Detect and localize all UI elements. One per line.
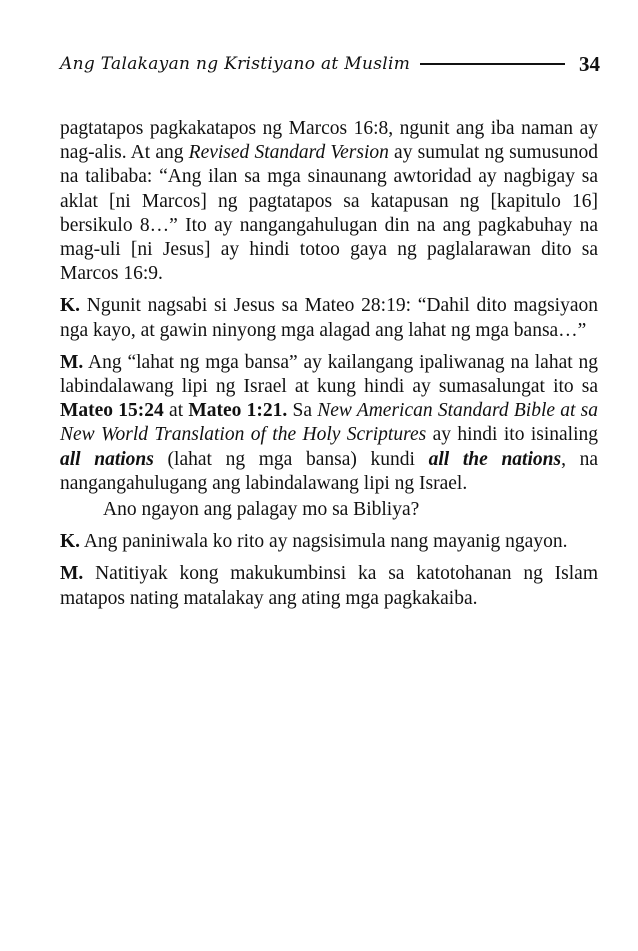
speaker-label-k: K. — [60, 295, 81, 317]
paragraph-text: ay sumulat ng sumusunod na talibaba: “Ang ilan sa mga sinaunang awtoridad ay nagbigay sa aklat [ni Marcos] ng pagtatapos sa katapusan ng [kapitulo 16] bersikulo 8…” Ito ay nangangahulugan din na ang pagkabuhay na mag-uli [ni Jesus] ay hindi totoo gaya ng paglalarawan dito sa Marcos 16:9. — [60, 142, 599, 285]
dialogue-text: Ngunit nagsabi si Jesus sa Mateo 28:19: “Dahil dito magsiyaon nga kayo, at gawin ninyong mga alagad ang lahat ng mga bansa…” — [60, 295, 598, 341]
dialogue-m-question — [60, 498, 598, 522]
running-header-title: Ang Talakayan ng Kristiyano at Muslim — [60, 54, 411, 74]
dialogue-text: Natitiyak kong makukumbinsi ka sa katotohanan ng Islam matapos nating matalakay ang ating mga pagkakaiba. — [60, 563, 598, 609]
header-rule — [420, 63, 565, 65]
dialogue-text: (lahat ng mga bansa) kundi — [153, 448, 429, 470]
speaker-label-m: M. — [60, 351, 84, 373]
verse-reference: Mateo 1:21. — [188, 400, 288, 422]
page-number: 34 — [579, 51, 600, 76]
dialogue-text: ay hindi ito isinaling — [426, 424, 598, 446]
dialogue-k-1 — [60, 294, 598, 342]
dialogue-m-2 — [60, 562, 598, 610]
page-body — [60, 117, 598, 619]
dialogue-text: Sa — [287, 400, 318, 422]
dialogue-text: Ang paniniwala ko rito ay nagsisimula nang mayanig ngayon. — [80, 531, 568, 553]
paragraph-text: pagtatapos pagkakatapos ng Marcos 16:8, ngunit ang iba naman ay nag-alis. At ang — [60, 118, 598, 164]
dialogue-text: , na nangangahulugang ang labindalawang lipi ng Israel. — [60, 448, 599, 494]
speaker-label-m: M. — [60, 563, 84, 585]
revised-standard-version-title: Revised Standard Version — [188, 142, 389, 164]
dialogue-k-2 — [60, 530, 598, 554]
dialogue-m-1 — [60, 351, 598, 496]
dialogue-text: Ano ngayon ang palagay mo sa Bibliya? — [103, 499, 420, 521]
emphasis-all-the-nations: all the nations — [428, 448, 562, 470]
running-header — [60, 50, 600, 78]
paragraph-continuation — [60, 117, 598, 286]
verse-reference: Mateo 15:24 — [60, 400, 164, 422]
speaker-label-k: K. — [60, 531, 81, 553]
emphasis-all-nations: all nations — [60, 448, 154, 470]
dialogue-text: Ang “lahat ng mga bansa” ay kailangang ipaliwanag na lahat ng labindalawang lipi ng Israel at kung hindi ay sumasalungat ito sa — [60, 351, 598, 398]
dialogue-text: at — [163, 400, 189, 422]
bible-translation-titles: New American Standard Bible at sa New World Translation of the Holy Scriptures — [60, 400, 598, 446]
